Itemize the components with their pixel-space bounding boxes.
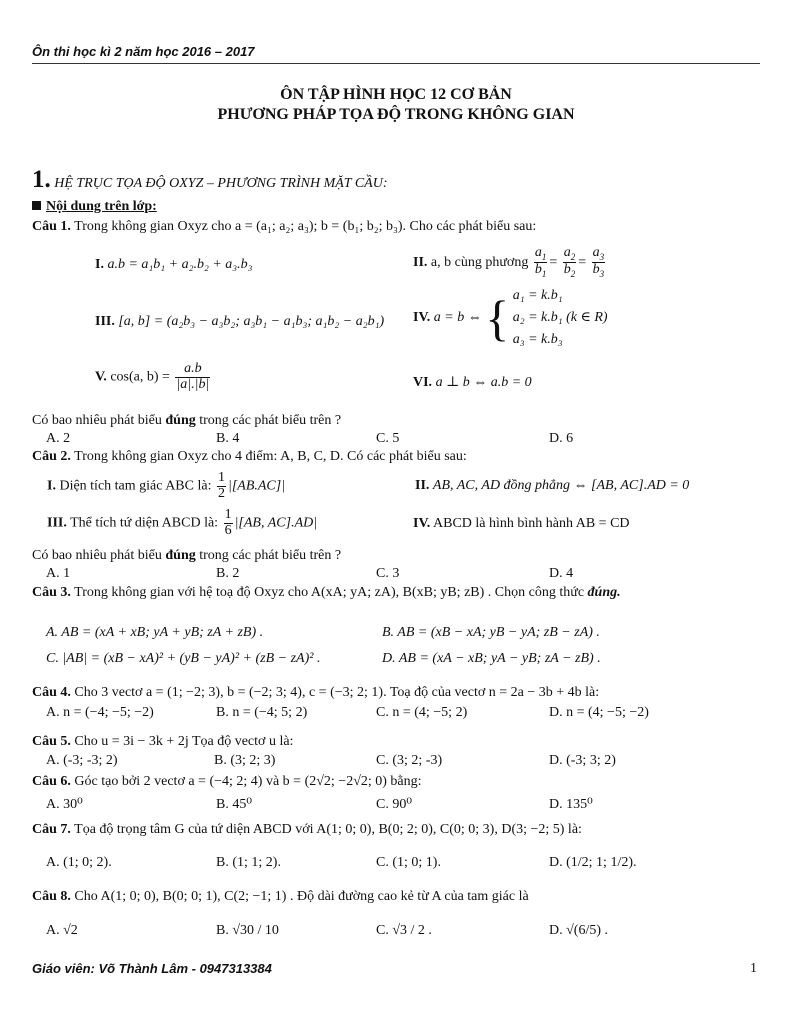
q4-stem-text: Cho 3 vectơ a = (1; −2; 3), b = (−2; 3; 4), c = (−3; 2; 1). Toạ độ của vectơ n = 2a − 3b + 4b là: [74, 685, 600, 700]
q6-option-b: B. 45⁰ [216, 797, 252, 812]
section-title: HỆ TRỤC TỌA ĐỘ OXYZ – PHƯƠNG TRÌNH MẶT CẦU: [54, 176, 388, 191]
q2-statement-1: I. Diện tích tam giác ABC là: $\frac{1}{2}$ |[AB.AC]| [47, 470, 286, 501]
q1-s2-frac-3: $\frac{a_3}{b_3}$ [592, 245, 605, 280]
page-number: 1 [750, 961, 757, 976]
q1-statement-6 [413, 374, 532, 391]
q7-stem [32, 822, 582, 838]
q2-stem [32, 449, 467, 465]
square-bullet-icon [32, 201, 41, 210]
section-number: 1. [32, 166, 51, 193]
q3-option-d: D. AB = (xA − xB; yA − yB; zA − zB) . [382, 651, 601, 666]
q1-s6-text: a ⊥ b ⇔ a.b = 0 [435, 375, 532, 390]
q4-option-a: A. n = (−4; −5; −2) [46, 705, 154, 720]
q1-question [32, 413, 341, 429]
q8-option-a: A. √2 [46, 923, 78, 938]
q1-s2-frac-2: $\frac{a_2}{b_2}$ [563, 245, 576, 280]
page-footer: Giáo viên: Võ Thành Lâm - 0947313384 [32, 961, 272, 976]
q2-statement-2 [415, 478, 689, 494]
q5-stem [32, 734, 293, 750]
q1-statement-4 [413, 285, 608, 351]
q6-label: Câu 6. [32, 774, 71, 789]
q5-label: Câu 5. [32, 734, 71, 749]
q1-statement-5 [95, 362, 212, 392]
q1-s5-frac: $\frac{a.b}{|a|.|b|}$ [176, 361, 210, 392]
q2-s3-text: Thể tích tứ diện ABCD là: [70, 515, 219, 531]
q1-statement-3 [95, 314, 384, 330]
q2-statement-4 [413, 516, 630, 532]
q2-option-c: C. 3 [376, 566, 400, 581]
q1-ask-bold: đúng [165, 413, 196, 428]
q3-label: Câu 3. [32, 585, 71, 600]
q1-s4-eq-2: a₂ = k.b₁ (k ∈ R) [512, 310, 608, 325]
q2-s1-frac: $\frac{1}{2}$ [217, 470, 225, 501]
q8-stem-text: Cho A(1; 0; 0), B(0; 0; 1), C(2; −1; 1) . Độ dài đường cao kẻ từ A của tam giác là [74, 889, 529, 904]
document-subtitle: PHƯƠNG PHÁP TỌA ĐỘ TRONG KHÔNG GIAN [217, 106, 575, 123]
q1-ask-pre: Có bao nhiêu phát biểu [32, 413, 162, 428]
q2-s4-text: ABCD là hình bình hành AB = CD [433, 516, 630, 531]
q3-stem [32, 585, 621, 601]
q7-option-b: B. (1; 1; 2). [216, 855, 281, 870]
q2-ask-post: trong các phát biểu trên ? [199, 548, 342, 563]
q1-s4-brace: { [485, 290, 510, 346]
q8-option-c: C. √3 / 2 . [376, 923, 432, 938]
q1-s4-text: a = b ⇔ [433, 310, 482, 326]
q1-s2-frac-1: $\frac{a_1}{b_1}$ [534, 245, 547, 280]
page-header: Ôn thi học kì 2 năm học 2016 – 2017 [32, 44, 255, 59]
q1-s4-label: IV. [413, 310, 431, 326]
q2-s1-label: I. [47, 478, 56, 494]
q3-option-a: A. AB = (xA + xB; yA + yB; zA + zB) . [46, 625, 264, 640]
q3-option-c: C. |AB| = (xB − xA)² + (yB − yA)² + (zB − zA)² . [46, 651, 321, 666]
q6-stem [32, 774, 422, 790]
q4-stem [32, 685, 599, 701]
q7-stem-text: Tọa độ trọng tâm G của tứ diện ABCD với A(1; 0; 0), B(0; 2; 0), C(0; 0; 3), D(3; −2; 5) là: [74, 822, 582, 837]
q1-statement-1 [95, 257, 253, 273]
q4-option-d: D. n = (4; −5; −2) [549, 705, 649, 720]
q3-stem-text: Trong không gian với hệ toạ độ Oxyz cho A(xA; yA; zA), B(xB; yB; zB) . Chọn công thức [74, 585, 585, 600]
q4-label: Câu 4. [32, 685, 71, 700]
q2-stem-text: Trong không gian Oxyz cho 4 điểm: A, B, C, D. Có các phát biểu sau: [74, 449, 467, 464]
q8-option-b: B. √30 / 10 [216, 923, 279, 938]
q1-stem [32, 219, 536, 235]
q2-question [32, 548, 341, 564]
header-rule [32, 63, 760, 64]
q2-s3-frac: $\frac{1}{6}$ [224, 507, 232, 538]
q6-option-c: C. 90⁰ [376, 797, 412, 812]
q1-s1-text: a.b = a₁b₁ + a₂.b₂ + a₃.b₃ [107, 257, 253, 272]
q4-option-b: B. n = (−4; 5; 2) [216, 705, 308, 720]
q1-s2-text: a, b cùng phương [430, 254, 529, 270]
q1-s5-text: cos(a, b) = [110, 369, 170, 385]
q8-label: Câu 8. [32, 889, 71, 904]
q1-ask-post: trong các phát biểu trên ? [199, 413, 342, 428]
q2-option-a: A. 1 [46, 566, 71, 581]
q8-option-d: D. √(6/5) . [549, 923, 609, 938]
q2-s1-text: Diện tích tam giác ABC là: [59, 478, 212, 494]
q1-s2-label: II. [413, 254, 428, 270]
q1-s1-label: I. [95, 257, 104, 272]
q2-s4-label: IV. [413, 516, 431, 531]
q1-option-a: A. 2 [46, 431, 71, 446]
q1-s4-eq-3: a₃ = k.b₃ [512, 332, 563, 347]
q2-statement-3: III. Thể tích tứ diện ABCD là: $\frac{1}{6}$ |[AB, AC].AD| [47, 507, 318, 538]
q2-s2-text: AB, AC, AD đồng phẳng ⇔ [AB, AC].AD = 0 [432, 478, 690, 493]
q2-s3-label: III. [47, 515, 67, 531]
q1-s6-label: VI. [413, 375, 433, 390]
q7-label: Câu 7. [32, 822, 71, 837]
q7-option-d: D. (1/2; 1; 1/2). [549, 855, 637, 870]
q2-label: Câu 2. [32, 449, 71, 464]
q5-option-b: B. (3; 2; 3) [214, 753, 276, 768]
q2-option-d: D. 4 [549, 566, 574, 581]
q1-statement-2: II. a, b cùng phương $\frac{a_1}{b_1}$ = $\frac{a_2}{b_2}$ = $\frac{a_3}{b_3}$ [413, 245, 605, 280]
q2-option-b: B. 2 [216, 566, 240, 581]
q3-option-b: B. AB = (xB − xA; yB − yA; zB − zA) . [382, 625, 600, 640]
q1-s3-text: [a, b] = (a₂b₃ − a₃b₂; a₃b₁ − a₁b₃; a₁b₂ − a₂b₁) [118, 314, 385, 329]
q1-option-c: C. 5 [376, 431, 400, 446]
section-heading [32, 166, 387, 194]
q3-stem-bold: đúng. [587, 585, 621, 600]
q7-option-a: A. (1; 0; 2). [46, 855, 112, 870]
q1-s3-label: III. [95, 314, 115, 329]
q1-s4-eq-1: a₁ = k.b₁ [512, 288, 563, 303]
q8-stem [32, 889, 529, 905]
q5-stem-text: Cho u = 3i − 3k + 2j Tọa độ vectơ u là: [74, 734, 294, 749]
q4-option-c: C. n = (4; −5; 2) [376, 705, 468, 720]
q1-s4-system [513, 285, 608, 351]
q6-stem-text: Góc tạo bởi 2 vectơ a = (−4; 2; 4) và b = (2√2; −2√2; 0) bằng: [74, 774, 422, 789]
q6-option-d: D. 135⁰ [549, 797, 593, 812]
q5-option-c: C. (3; 2; -3) [376, 753, 443, 768]
q1-option-b: B. 4 [216, 431, 240, 446]
subsection-heading [32, 199, 157, 215]
q1-s5-label: V. [95, 369, 107, 385]
q2-ask-pre: Có bao nhiêu phát biểu [32, 548, 162, 563]
q1-label: Câu 1. [32, 219, 71, 234]
q7-option-c: C. (1; 0; 1). [376, 855, 441, 870]
q5-option-d: D. (-3; 3; 2) [549, 753, 616, 768]
q6-option-a: A. 30⁰ [46, 797, 83, 812]
q5-option-a: A. (-3; -3; 2) [46, 753, 118, 768]
q2-ask-bold: đúng [165, 548, 196, 563]
document-title: ÔN TẬP HÌNH HỌC 12 CƠ BẢN [280, 86, 512, 103]
q1-stem-text: Trong không gian Oxyz cho a = (a₁; a₂; a₃); b = (b₁; b₂; b₃). Cho các phát biểu sau: [74, 219, 537, 234]
q1-option-d: D. 6 [549, 431, 574, 446]
q2-s2-label: II. [415, 478, 430, 493]
subsection-title: Nội dung trên lớp: [46, 199, 157, 214]
